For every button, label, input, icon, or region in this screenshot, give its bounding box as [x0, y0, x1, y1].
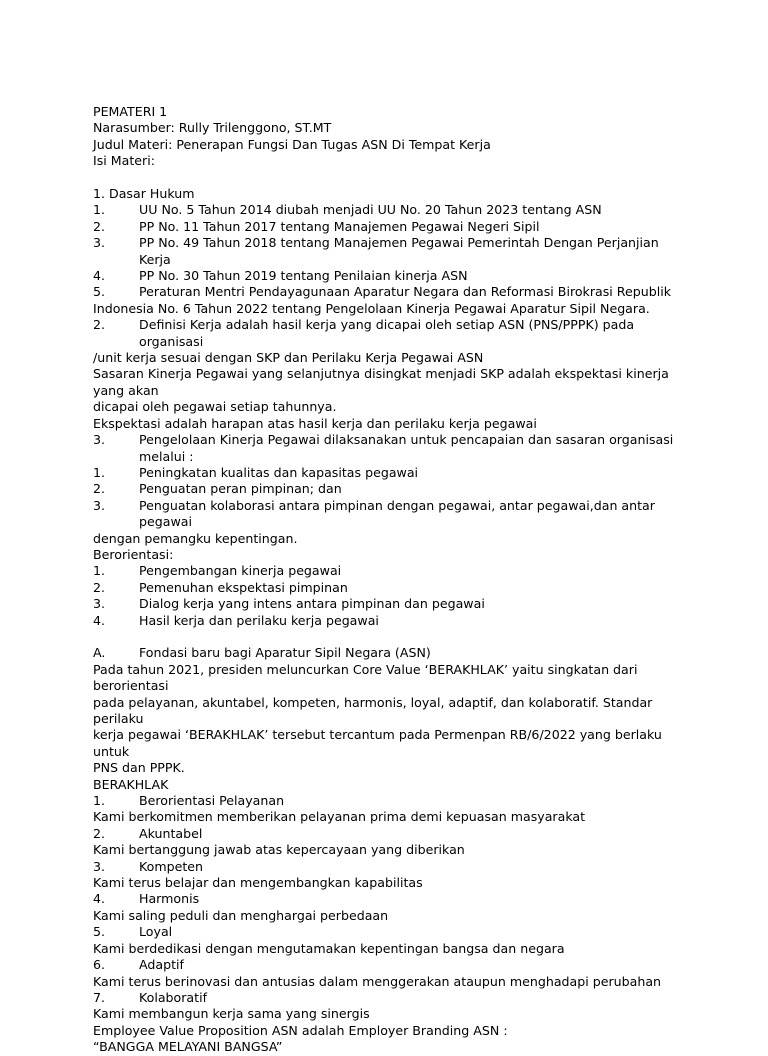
list-number: 4. [93, 612, 106, 628]
core-value-description: Kami berkomitmen memberikan pelayanan prima demi kepuasan masyarakat [93, 809, 586, 825]
list-item [93, 498, 693, 531]
pengelolaan-item [93, 432, 693, 465]
definisi-item [93, 317, 693, 350]
list-continuation: /unit kerja sesuai dengan SKP dan Perilaku Kerja Pegawai ASN [93, 350, 484, 366]
core-value-item [93, 793, 693, 809]
list-number: 3. [93, 432, 106, 448]
core-value-title: Adaptif [139, 957, 184, 973]
list-continuation: Indonesia No. 6 Tahun 2022 tentang Pengelolaan Kinerja Pegawai Aparatur Sipil Negara. [93, 300, 650, 316]
list-number: 5. [93, 284, 106, 300]
list-number: 1. [93, 793, 106, 809]
paragraph-line: Ekspektasi adalah harapan atas hasil kerja dan perilaku kerja pegawai [93, 415, 537, 431]
list-number: 2. [93, 218, 106, 234]
core-value-title: Akuntabel [139, 825, 203, 841]
list-number: 3. [93, 497, 106, 513]
paragraph-line: PNS dan PPPK. [93, 760, 185, 776]
list-text: Peningkatan kualitas dan kapasitas pegawai [139, 464, 419, 480]
list-text: Dialog kerja yang intens antara pimpinan dan pegawai [139, 596, 485, 612]
list-number: 2. [93, 579, 106, 595]
list-continuation: dengan pemangku kepentingan. [93, 530, 298, 546]
list-item [93, 219, 693, 235]
core-value-title: Kolaboratif [139, 989, 208, 1005]
list-number: 3. [93, 235, 106, 251]
list-number: 3. [93, 858, 106, 874]
berakhlak-label: BERAKHLAK [93, 776, 169, 792]
list-number: 2. [93, 825, 106, 841]
core-value-description: Kami membangun kerja sama yang sinergis [93, 1006, 370, 1022]
core-value-description: Kami terus berinovasi dan antusias dalam menggerakan ataupun menghadapi perubahan [93, 973, 662, 989]
core-value-title: Loyal [139, 924, 173, 940]
list-item [93, 268, 693, 284]
list-text: PP No. 11 Tahun 2017 tentang Manajemen Pegawai Negeri Sipil [139, 218, 540, 234]
list-item [93, 563, 693, 579]
berorientasi-label: Berorientasi: [93, 546, 174, 562]
list-text: Pengembangan kinerja pegawai [139, 563, 342, 579]
judul-materi-line: Judul Materi: Penerapan Fungsi Dan Tugas ASN Di Tempat Kerja [93, 136, 491, 152]
list-text: Penguatan kolaborasi antara pimpinan dengan pegawai, antar pegawai,dan antar pegawai [139, 497, 655, 530]
list-text: Definisi Kerja adalah hasil kerja yang dicapai oleh setiap ASN (PNS/PPPK) pada organisasi [139, 317, 635, 349]
list-number: 5. [93, 924, 106, 940]
narasumber-line: Narasumber: Rully Trilenggono, ST.MT [93, 120, 332, 136]
isi-materi-label: Isi Materi: [93, 153, 155, 169]
core-value-item [93, 826, 693, 842]
list-text: PP No. 49 Tahun 2018 tentang Manajemen Pegawai Pemerintah Dengan Perjanjian Kerja [139, 235, 659, 267]
core-value-description: Kami bertanggung jawab atas kepercayaan yang diberikan [93, 842, 465, 858]
list-number: 1. [93, 563, 106, 579]
paragraph-line: pada pelayanan, akuntabel, kompeten, harmonis, loyal, adaptif, dan kolaboratif. Standar perilaku [93, 694, 657, 726]
list-text: Penguatan peran pimpinan; dan [139, 481, 342, 497]
list-number: 2. [93, 481, 106, 497]
list-text: PP No. 30 Tahun 2019 tentang Penilaian kinerja ASN [139, 268, 468, 284]
list-item [93, 235, 693, 268]
core-value-item [93, 859, 693, 875]
core-value-item [93, 990, 693, 1006]
list-text: Pengelolaan Kinerja Pegawai dilaksanakan untuk pencapaian dan sasaran organisasi melalui : [139, 432, 674, 464]
core-value-title: Berorientasi Pelayanan [139, 793, 285, 809]
list-text: Pemenuhan ekspektasi pimpinan [139, 579, 348, 595]
list-item [93, 613, 693, 629]
pemateri-label: PEMATERI 1 [93, 104, 168, 119]
evp-line: Employee Value Proposition ASN adalah Employer Branding ASN : [93, 1022, 508, 1038]
list-text: Fondasi baru bagi Aparatur Sipil Negara (ASN) [139, 645, 431, 661]
list-number: A. [93, 645, 106, 661]
blank-line [93, 629, 693, 645]
core-value-description: Kami berdedikasi dengan mengutamakan kepentingan bangsa dan negara [93, 940, 565, 956]
list-item [93, 465, 693, 481]
list-item [93, 284, 693, 300]
dasar-hukum-heading: 1. Dasar Hukum [93, 186, 195, 202]
list-item [93, 596, 693, 612]
paragraph-line: Pada tahun 2021, presiden meluncurkan Core Value ‘BERAKHLAK’ yaitu singkatan dari berorientasi [93, 661, 642, 694]
paragraph-line: dicapai oleh pegawai setiap tahunnya. [93, 399, 337, 415]
fondasi-heading [93, 645, 693, 661]
list-text: UU No. 5 Tahun 2014 diubah menjadi UU No. 20 Tahun 2023 tentang ASN [139, 202, 602, 218]
list-text: Hasil kerja dan perilaku kerja pegawai [139, 612, 379, 628]
list-item [93, 202, 693, 218]
core-value-item [93, 957, 693, 973]
blank-line [93, 170, 693, 186]
document-page [93, 104, 693, 1056]
list-number: 7. [93, 989, 106, 1005]
list-number: 6. [93, 957, 106, 973]
core-value-description: Kami terus belajar dan mengembangkan kapabilitas [93, 875, 423, 891]
slogan-line: “BANGGA MELAYANI BANGSA” [93, 1039, 283, 1055]
core-value-title: Harmonis [139, 891, 200, 907]
list-number: 4. [93, 891, 106, 907]
core-value-item [93, 891, 693, 907]
paragraph-line: kerja pegawai ‘BERAKHLAK’ tersebut tercantum pada Permenpan RB/6/2022 yang berlaku untuk [93, 727, 666, 759]
core-value-title: Kompeten [139, 858, 204, 874]
list-number: 4. [93, 268, 106, 284]
list-number: 1. [93, 202, 106, 218]
paragraph-line: Sasaran Kinerja Pegawai yang selanjutnya disingkat menjadi SKP adalah ekspektasi kinerja yang akan [93, 366, 673, 398]
core-value-item [93, 924, 693, 940]
list-item [93, 580, 693, 596]
list-number: 1. [93, 464, 106, 480]
core-value-description: Kami saling peduli dan menghargai perbedaan [93, 907, 389, 923]
list-text: Peraturan Mentri Pendayagunaan Aparatur Negara dan Reformasi Birokrasi Republik [139, 284, 671, 300]
list-item [93, 481, 693, 497]
list-number: 3. [93, 596, 106, 612]
list-number: 2. [93, 317, 106, 333]
